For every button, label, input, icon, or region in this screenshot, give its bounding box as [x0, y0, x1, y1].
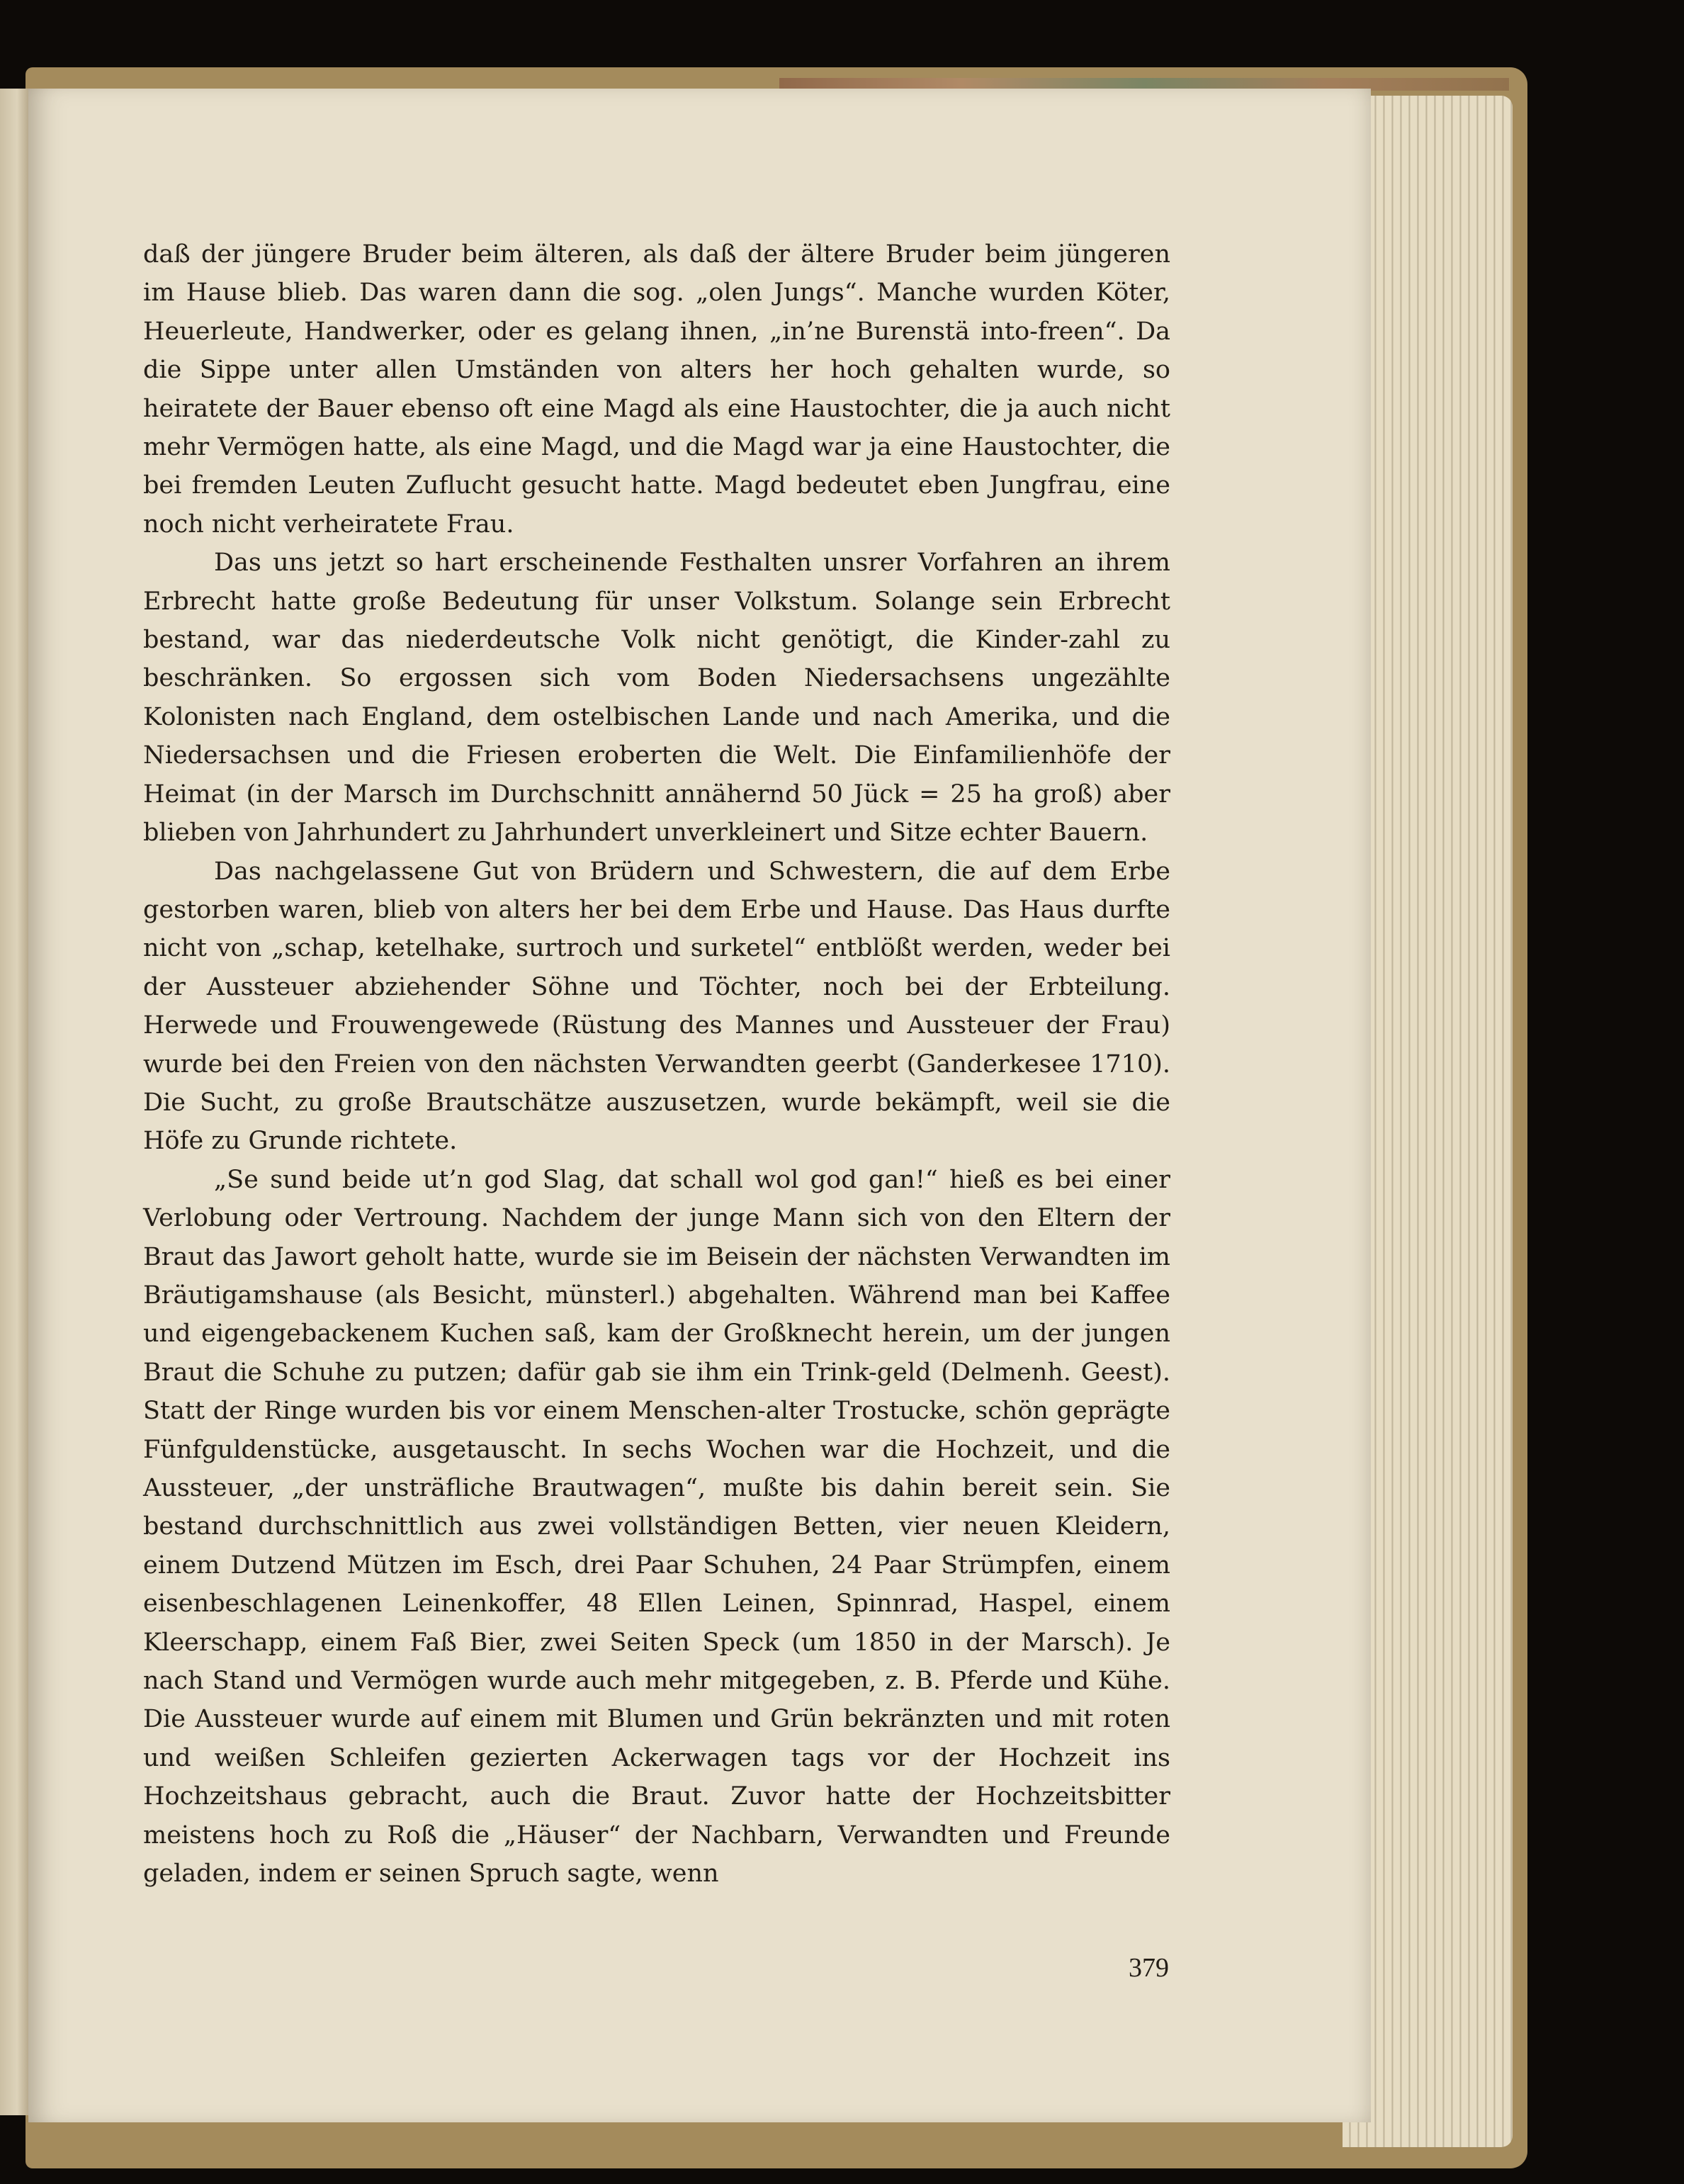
- left-page-edge: [0, 89, 28, 2115]
- book-page: [28, 89, 1371, 2122]
- body-text: [143, 235, 1170, 1893]
- page-number: 379: [1129, 1953, 1169, 1983]
- paragraph: Das uns jetzt so hart erscheinende Festhalten unsrer Vorfahren an ihrem Erbrecht hatte große Bedeutung für unser Volkstum. Solange sein Erbrecht bestand, war das niederdeutsche Volk nicht genötigt, die Kinder-zahl zu beschränken. So ergossen sich vom Boden Niedersachsens ungezählte Kolonisten nach England, dem ostelbischen Lande und nach Amerika, und die Niedersachsen und die Friesen eroberten die Welt. Die Einfamilienhöfe der Heimat (in der Marsch im Durchschnitt annähernd 50 Jück = 25 ha groß) aber blieben von Jahrhundert zu Jahrhundert unverkleinert und Sitze echter Bauern.: [143, 548, 1170, 848]
- paragraph: daß der jüngere Bruder beim älteren, als daß der ältere Bruder beim jüngeren im Hause blieb. Das waren dann die sog. „olen Jungs“. Manche wurden Köter, Heuerleute, Handwerker, oder es gelang ihnen, „in’ne Burenstä into-freen“. Da die Sippe unter allen Umständen von alters her hoch gehalten wurde, so heiratete der Bauer ebenso oft eine Magd als eine Haustochter, die ja auch nicht mehr Vermögen hatte, als eine Magd, und die Magd war ja eine Haustochter, die bei fremden Leuten Zuflucht gesucht hatte. Magd bedeutet eben Jungfrau, eine noch nicht verheiratete Frau.: [143, 240, 1170, 539]
- paragraph: Das nachgelassene Gut von Brüdern und Schwestern, die auf dem Erbe gestorben waren, blieb von alters her bei dem Erbe und Hause. Das Haus durfte nicht von „schap, ketelhake, surtroch und surketel“ entblößt werden, weder bei der Aussteuer abziehender Söhne und Töchter, noch bei der Erbteilung. Herwede und Frouwengewede (Rüstung des Mannes und Aussteuer der Frau) wurde bei den Freien von den nächsten Verwandten geerbt (Ganderkesee 1710). Die Sucht, zu große Brautschätze auszusetzen, wurde bekämpft, weil sie die Höfe zu Grunde richtete.: [143, 857, 1170, 1156]
- paragraph: „Se sund beide ut’n god Slag, dat schall wol god gan!“ hieß es bei einer Verlobung oder Vertroung. Nachdem der junge Mann sich von den Eltern der Braut das Jawort geholt hatte, wurde sie im Beisein der nächsten Verwandten im Bräutigamshause (als Besicht, münsterl.) abgehalten. Während man bei Kaffee und eigengebackenem Kuchen saß, kam der Großknecht herein, um der jungen Braut die Schuhe zu putzen; dafür gab sie ihm ein Trink-geld (Delmenh. Geest). Statt der Ringe wurden bis vor einem Menschen-alter Trostucke, schön geprägte Fünfguldenstücke, ausgetauscht. In sechs Wochen war die Hochzeit, und die Aussteuer, „der unsträfliche Brautwagen“, mußte bis dahin bereit sein. Sie bestand durchschnittlich aus zwei vollständigen Betten, vier neuen Kleidern, einem Dutzend Mützen im Esch, drei Paar Schuhen, 24 Paar Strümpfen, einem eisenbeschlagenen Leinenkoffer, 48 Ellen Leinen, Spinnrad, Haspel, einem Kleerschapp, einem Faß Bier, zwei Seiten Speck (um 1850 in der Marsch). Je nach Stand und Vermögen wurde auch mehr mitgegeben, z. B. Pferde und Kühe. Die Aussteuer wurde auf einem mit Blumen und Grün bekränzten und mit roten und weißen Schleifen gezierten Ackerwagen tags vor der Hochzeit ins Hochzeitshaus gebracht, auch die Braut. Zuvor hatte der Hochzeitsbitter meistens hoch zu Roß die „Häuser“ der Nachbarn, Verwandten und Freunde geladen, indem er seinen Spruch sagte, wenn: [143, 1165, 1170, 1889]
